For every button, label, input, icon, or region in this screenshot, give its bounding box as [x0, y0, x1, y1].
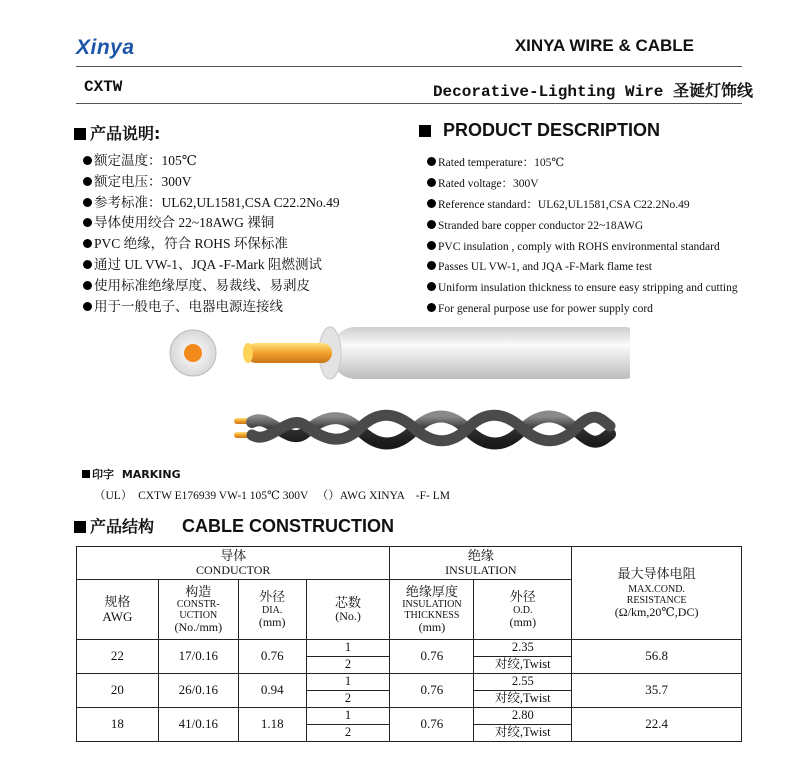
bullet-icon [83, 260, 92, 269]
cores-cell: 2 [306, 691, 390, 708]
resistance-cell: 35.7 [572, 674, 742, 708]
awg-cell: 22 [77, 640, 159, 674]
cores-cell: 1 [306, 674, 390, 691]
list-item: PVC 绝缘，符合 ROHS 环保标准 [83, 234, 340, 255]
table-row [77, 640, 742, 657]
insulation-header: 绝缘 INSULATION [390, 547, 572, 580]
diameter-cell: 0.76 [238, 640, 306, 674]
list-item: 导体使用绞合 22~18AWG 裸铜 [83, 213, 340, 234]
square-bullet-icon [82, 470, 90, 478]
list-item: Rated temperature：105℃ [427, 153, 738, 174]
awg-cell: 18 [77, 708, 159, 742]
list-item: 参考标准：UL62,UL1581,CSA C22.2No.49 [83, 193, 340, 214]
marking-text: （UL） CXTW E176939 VW-1 105℃ 300V （）AWG XINYA -F- LM [94, 490, 450, 502]
bullet-icon [427, 261, 436, 270]
construction-cell: 26/0.16 [158, 674, 238, 708]
cores-cell: 2 [306, 657, 390, 674]
bullet-icon [427, 220, 436, 229]
bullet-icon [83, 218, 92, 227]
awg-header: 规格 AWG [77, 580, 159, 640]
square-bullet-icon [74, 521, 86, 533]
marking-title: 印字 MARKING [82, 466, 181, 482]
header-divider-bottom [76, 103, 742, 104]
header-divider-top [76, 66, 742, 67]
bullet-icon [427, 178, 436, 187]
list-item: 用于一般电子、电器电源连接线 [83, 297, 340, 318]
resistance-header: 最大导体电阻 MAX.COND. RESISTANCE (Ω/km,20℃,DC) [572, 547, 742, 640]
list-item: Uniform insulation thickness to ensure easy stripping and cutting [427, 278, 738, 299]
square-bullet-icon [74, 128, 86, 140]
product-name: Decorative-Lighting Wire 圣诞灯饰线 [432, 83, 753, 101]
bullet-icon [427, 282, 436, 291]
twist-cell: 对绞,Twist [474, 725, 572, 742]
bullet-icon [83, 239, 92, 248]
description-list-cn [83, 151, 340, 317]
list-item: 额定温度：105℃ [83, 151, 340, 172]
bullet-icon [83, 302, 92, 311]
bullet-icon [427, 241, 436, 250]
resistance-cell: 56.8 [572, 640, 742, 674]
od-cell: 2.55 [474, 674, 572, 691]
conductor-header: 导体 CONDUCTOR [77, 547, 390, 580]
list-item: For general purpose use for power supply cord [427, 299, 738, 320]
cross-section-icon [170, 330, 216, 376]
wire-illustration [160, 322, 630, 452]
description-title-cn: 产品说明: [74, 121, 160, 144]
construction-title: 产品结构 CABLE CONSTRUCTION [74, 514, 394, 537]
od-cell: 2.35 [474, 640, 572, 657]
diameter-cell: 1.18 [238, 708, 306, 742]
description-title-en: PRODUCT DESCRIPTION [419, 120, 660, 141]
list-item: Passes UL VW-1, and JQA -F-Mark flame test [427, 257, 738, 278]
diameter-cell: 0.94 [238, 674, 306, 708]
thickness-cell: 0.76 [390, 674, 474, 708]
list-item: Rated voltage：300V [427, 174, 738, 195]
awg-cell: 20 [77, 674, 159, 708]
bullet-icon [83, 156, 92, 165]
thickness-cell: 0.76 [390, 640, 474, 674]
list-item: Stranded bare copper conductor 22~18AWG [427, 216, 738, 237]
single-wire-icon [243, 327, 630, 379]
bullet-icon [427, 303, 436, 312]
table-header-row [77, 547, 742, 580]
resistance-cell: 22.4 [572, 708, 742, 742]
cores-header: 芯数 (No.) [306, 580, 390, 640]
diameter-header: 外径 DIA. (mm) [238, 580, 306, 640]
bullet-icon [83, 281, 92, 290]
bullet-icon [83, 198, 92, 207]
company-logo: Xinya [76, 36, 135, 59]
bullet-icon [83, 177, 92, 186]
model-code: CXTW [84, 78, 123, 96]
thickness-header: 绝缘厚度 INSULATION THICKNESS (mm) [390, 580, 474, 640]
table-row [77, 674, 742, 691]
od-header: 外径 O.D. (mm) [474, 580, 572, 640]
construction-cell: 41/0.16 [158, 708, 238, 742]
construction-table [76, 546, 742, 742]
construction-cell: 17/0.16 [158, 640, 238, 674]
list-item: Reference standard：UL62,UL1581,CSA C22.2No.49 [427, 195, 738, 216]
list-item: 使用标准绝缘厚度、易裁线、易剥皮 [83, 276, 340, 297]
cores-cell: 2 [306, 725, 390, 742]
bullet-icon [427, 199, 436, 208]
table-row [77, 708, 742, 725]
list-item: 通过 UL VW-1、JQA -F-Mark 阻燃测试 [83, 255, 340, 276]
od-cell: 2.80 [474, 708, 572, 725]
twisted-pair-icon [234, 415, 610, 443]
bullet-icon [427, 157, 436, 166]
company-name: XINYA WIRE & CABLE [514, 36, 694, 55]
twist-cell: 对绞,Twist [474, 657, 572, 674]
twist-cell: 对绞,Twist [474, 691, 572, 708]
cores-cell: 1 [306, 708, 390, 725]
list-item: 额定电压：300V [83, 172, 340, 193]
description-list-en [427, 153, 738, 320]
cores-cell: 1 [306, 640, 390, 657]
square-bullet-icon [419, 125, 431, 137]
list-item: PVC insulation , comply with ROHS environmental standard [427, 237, 738, 258]
thickness-cell: 0.76 [390, 708, 474, 742]
construction-header: 构造 CONSTR- UCTION (No./mm) [158, 580, 238, 640]
